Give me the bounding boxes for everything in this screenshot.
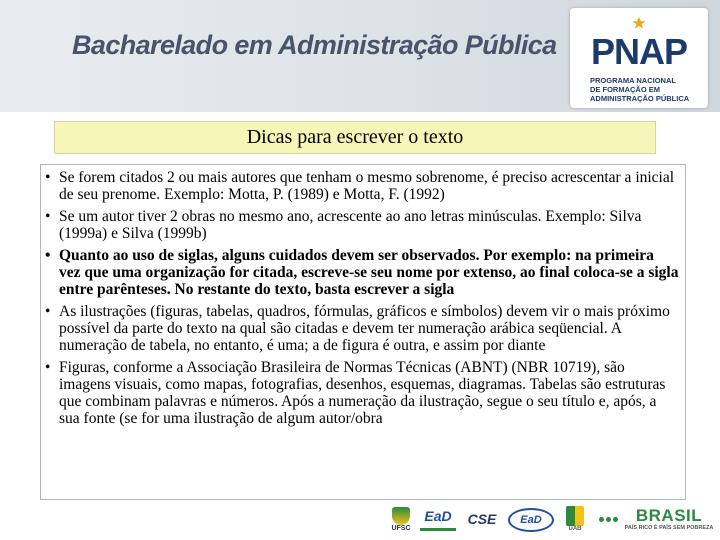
bullet-text: Se forem citados 2 ou mais autores que tenham o mesmo sobrenome, é preciso acrescentar a inicial de seu prenome. Exemplo: Motta, P. (1989) e Motta, F. (1992)	[59, 169, 675, 203]
bullet-item	[41, 208, 685, 242]
ead-logo: EaD	[420, 504, 456, 531]
slide-title-bar	[54, 121, 656, 154]
footer-logos	[0, 500, 720, 540]
bullet-item	[41, 247, 685, 298]
content-box	[40, 164, 686, 500]
bullet-text: Figuras, conforme a Associação Brasileira de Normas Técnicas (ABNT) (NBR 10719), são imagens visuais, como mapas, fotografias, desenhos, esquemas, diagramas. Tabelas são estruturas que combinam palavras e números. Após a numeração da ilustração, segue o seu título e, após, a sua fonte (se for uma ilustração de algum autor/obra	[59, 359, 666, 427]
pnap-logo-word: PNAP	[590, 31, 688, 72]
uab-logo-label: UAB	[568, 526, 582, 532]
brasil-logo	[624, 504, 714, 534]
uab-mark-icon	[566, 506, 584, 526]
bullet-item	[41, 303, 685, 354]
course-title: Bacharelado em Administração Pública	[72, 30, 557, 60]
dot-icon	[599, 517, 604, 522]
pnap-logo-subtitle	[590, 76, 688, 103]
bullet-text: Quanto ao uso de siglas, alguns cuidados devem ser observados. Por exemplo: na primeira vez que uma organização for citada, escreve-se seu nome por extenso, ao final coloca-se a sigla entre parênteses. No restante do texto, basta escrever a sigla	[59, 247, 679, 298]
bullet-text: As ilustrações (figuras, tabelas, quadros, fórmulas, gráficos e símbolos) devem vir o mais próximo possível da parte do texto na qual são citadas e devem ter numeração arábica seqüencial. A numeração de tabela, no entanto, é uma; a de figura é outra, e assim por diante	[59, 303, 670, 354]
bullet-dot: •	[45, 359, 51, 376]
ufsc-logo	[388, 504, 414, 534]
dots-logo	[596, 504, 620, 534]
bullet-dot: •	[45, 208, 51, 225]
bullet-dot: •	[45, 169, 51, 186]
pnap-subtitle-line: PROGRAMA NACIONAL	[590, 76, 676, 85]
dot-icon	[606, 517, 611, 522]
bullet-list	[41, 169, 685, 432]
cse-logo: CSE	[467, 511, 497, 527]
brasil-logo-tagline: PAÍS RICO É PAÍS SEM POBREZA	[624, 525, 714, 531]
bullet-item	[41, 359, 685, 427]
star-icon	[632, 16, 646, 30]
header-banner	[0, 0, 720, 112]
bullet-item	[41, 169, 685, 203]
brasil-logo-word: BRASIL	[635, 506, 703, 525]
dot-icon	[613, 517, 618, 522]
bullet-text: Se um autor tiver 2 obras no mesmo ano, acrescente ao ano letras minúsculas. Exemplo: Silva (1999a) e Silva (1999b)	[59, 208, 642, 242]
bullet-dot: •	[45, 303, 51, 320]
slide-title: Dicas para escrever o texto	[246, 126, 464, 148]
ufsc-shield-icon	[392, 507, 410, 525]
uab-logo	[562, 504, 588, 534]
ead-oval-logo: EaD	[508, 508, 554, 532]
pnap-subtitle-line: ADMINISTRAÇÃO PÚBLICA	[590, 94, 690, 103]
pnap-logo	[570, 8, 708, 108]
ufsc-logo-label: UFSC	[391, 524, 411, 532]
pnap-subtitle-line: DE FORMAÇÃO EM	[590, 85, 660, 94]
bullet-dot: •	[45, 247, 51, 264]
